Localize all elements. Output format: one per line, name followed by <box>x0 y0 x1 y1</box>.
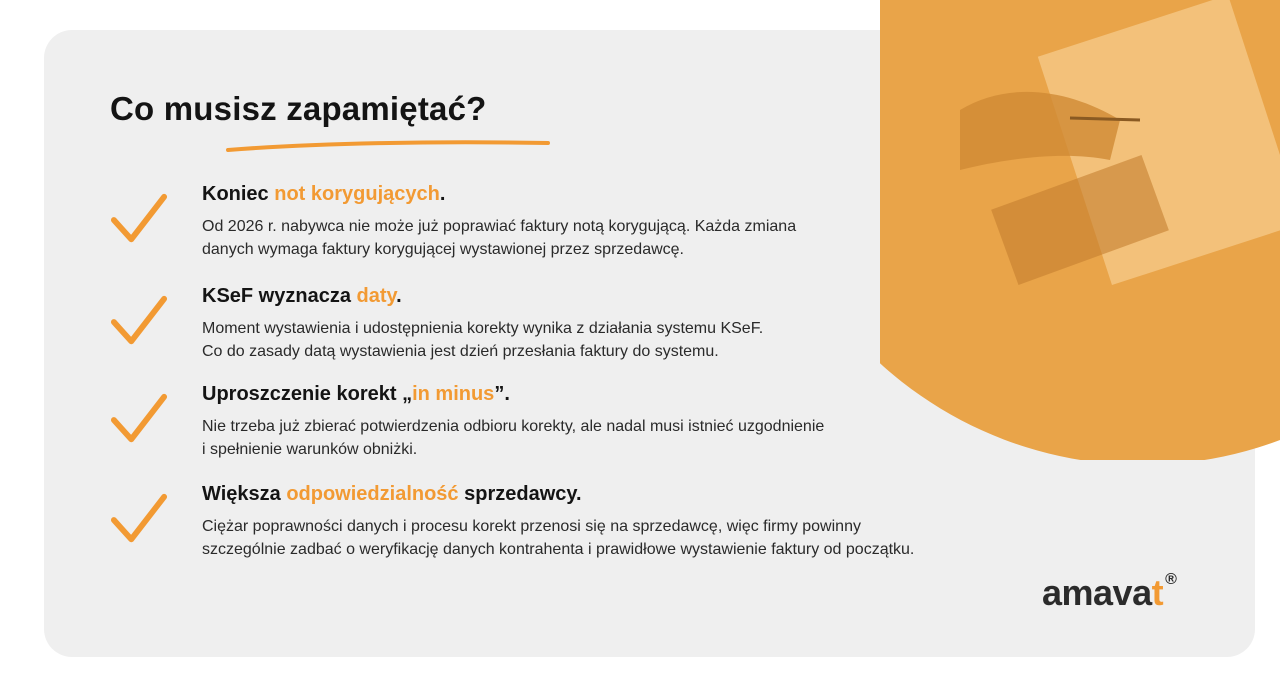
item-description: Od 2026 r. nabywca nie może już poprawiać faktury notą korygującą. Każda zmiana danych wymaga faktury korygującej wystawionej przez sprzedawcę. <box>202 218 797 258</box>
item-description: Moment wystawienia i udostępnienia korekty wynika z działania systemu KSeF. Co do zasady datą wystawienia jest dzień przesłania faktury do systemu. <box>202 320 764 360</box>
item-title: Większa odpowiedzialność sprzedawcy. <box>202 483 582 505</box>
item-title-highlight: daty <box>356 285 397 307</box>
item-title-highlight: in minus <box>412 383 495 405</box>
checkmark-icon <box>110 391 168 449</box>
item-description: Ciężar poprawności danych i procesu korekt przenosi się na sprzedawcę, więc firmy powinny szczególnie zadbać o weryfikację danych kontrahenta i prawidłowe wystawienie faktury od początku. <box>202 518 915 558</box>
checkmark-icon <box>110 191 168 249</box>
item-title: Koniec not korygujących. <box>202 183 446 205</box>
item-description: Nie trzeba już zbierać potwierdzenia odbioru korekty, ale nadal musi istnieć uzgodnienie i spełnienie warunków obniżki. <box>202 418 825 458</box>
checkmark-icon <box>110 293 168 351</box>
item-title-highlight: odpowiedzialność <box>286 483 459 505</box>
page-title: Co musisz zapamiętać? <box>110 90 487 127</box>
checkmark-icon <box>110 491 168 549</box>
item-title: KSeF wyznacza daty. <box>202 285 402 307</box>
item-title: Uproszczenie korekt „in minus”. <box>202 383 510 405</box>
amavat-logo: amavat ® <box>1042 571 1177 613</box>
item-title-highlight: not korygujących <box>274 183 440 205</box>
title-underline <box>226 136 552 156</box>
